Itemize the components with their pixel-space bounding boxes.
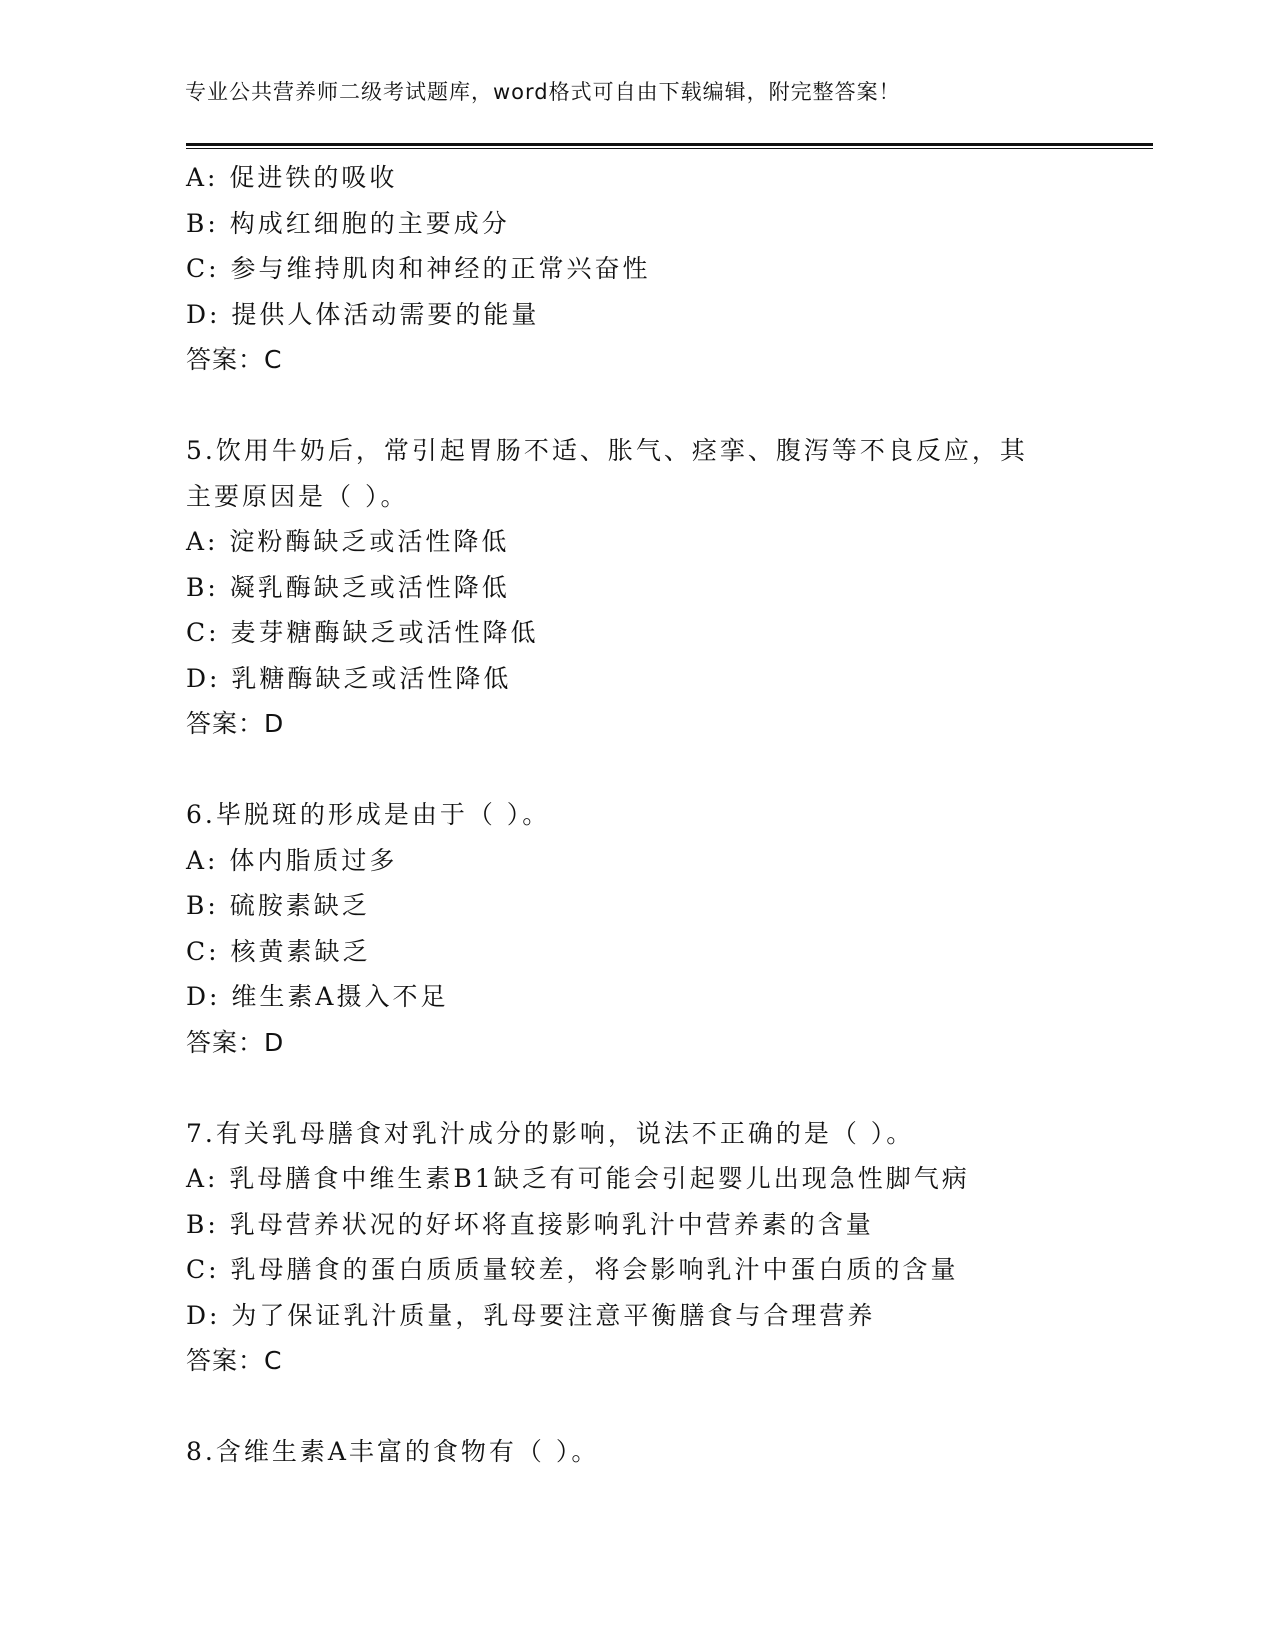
question-block-6 (186, 792, 1146, 1065)
question-content (186, 155, 1146, 1475)
option-a: A: 乳母膳食中维生素B1缺乏有可能会引起婴儿出现急性脚气病 (186, 1164, 970, 1193)
option-d: D: 乳糖酶缺乏或活性降低 (186, 663, 512, 693)
option-c: C: 乳母膳食的蛋白质质量较差，将会影响乳汁中蛋白质的含量 (186, 1255, 959, 1284)
option-c: C: 参与维持肌肉和神经的正常兴奋性 (186, 254, 651, 283)
option-c: C: 麦芽糖酶缺乏或活性降低 (186, 618, 539, 647)
question-stem: 6.毕脱斑的形成是由于（ ）。 (186, 800, 551, 829)
option-b: B: 构成红细胞的主要成分 (186, 208, 510, 238)
question-block-4 (186, 155, 1146, 383)
option-b: B: 乳母营养状况的好坏将直接影响乳汁中营养素的含量 (186, 1209, 874, 1239)
option-d: D: 提供人体活动需要的能量 (186, 299, 540, 329)
page-header: 专业公共营养师二级考试题库，word格式可自由下载编辑，附完整答案！ (185, 80, 901, 104)
question-stem-continued: 主要原因是（ ）。 (186, 481, 409, 511)
question-block-5 (186, 428, 1146, 747)
option-a: A: 体内脂质过多 (186, 845, 398, 875)
option-b: B: 硫胺素缺乏 (186, 891, 370, 920)
question-block-8 (186, 1429, 1146, 1475)
question-block-7 (186, 1111, 1146, 1384)
option-a: A: 促进铁的吸收 (186, 163, 398, 192)
header-rule-thin (186, 148, 1153, 149)
option-a: A: 淀粉酶缺乏或活性降低 (186, 527, 510, 556)
option-c: C: 核黄素缺乏 (186, 936, 371, 966)
option-d: D: 为了保证乳汁质量，乳母要注意平衡膳食与合理营养 (186, 1300, 876, 1330)
answer-line: 答案：C (186, 345, 283, 374)
answer-line: 答案：C (186, 1346, 283, 1375)
answer-line: 答案：D (186, 709, 285, 738)
header-rule-thick (186, 143, 1153, 146)
option-d: D: 维生素A摄入不足 (186, 982, 449, 1011)
question-stem: 8.含维生素A丰富的食物有（ ）。 (186, 1437, 600, 1466)
question-stem: 7.有关乳母膳食对乳汁成分的影响，说法不正确的是（ ）。 (186, 1118, 915, 1148)
option-b: B: 凝乳酶缺乏或活性降低 (186, 572, 510, 602)
answer-line: 答案：D (186, 1027, 285, 1057)
question-stem: 5.饮用牛奶后，常引起胃肠不适、胀气、痉挛、腹泻等不良反应，其 (186, 436, 1028, 465)
